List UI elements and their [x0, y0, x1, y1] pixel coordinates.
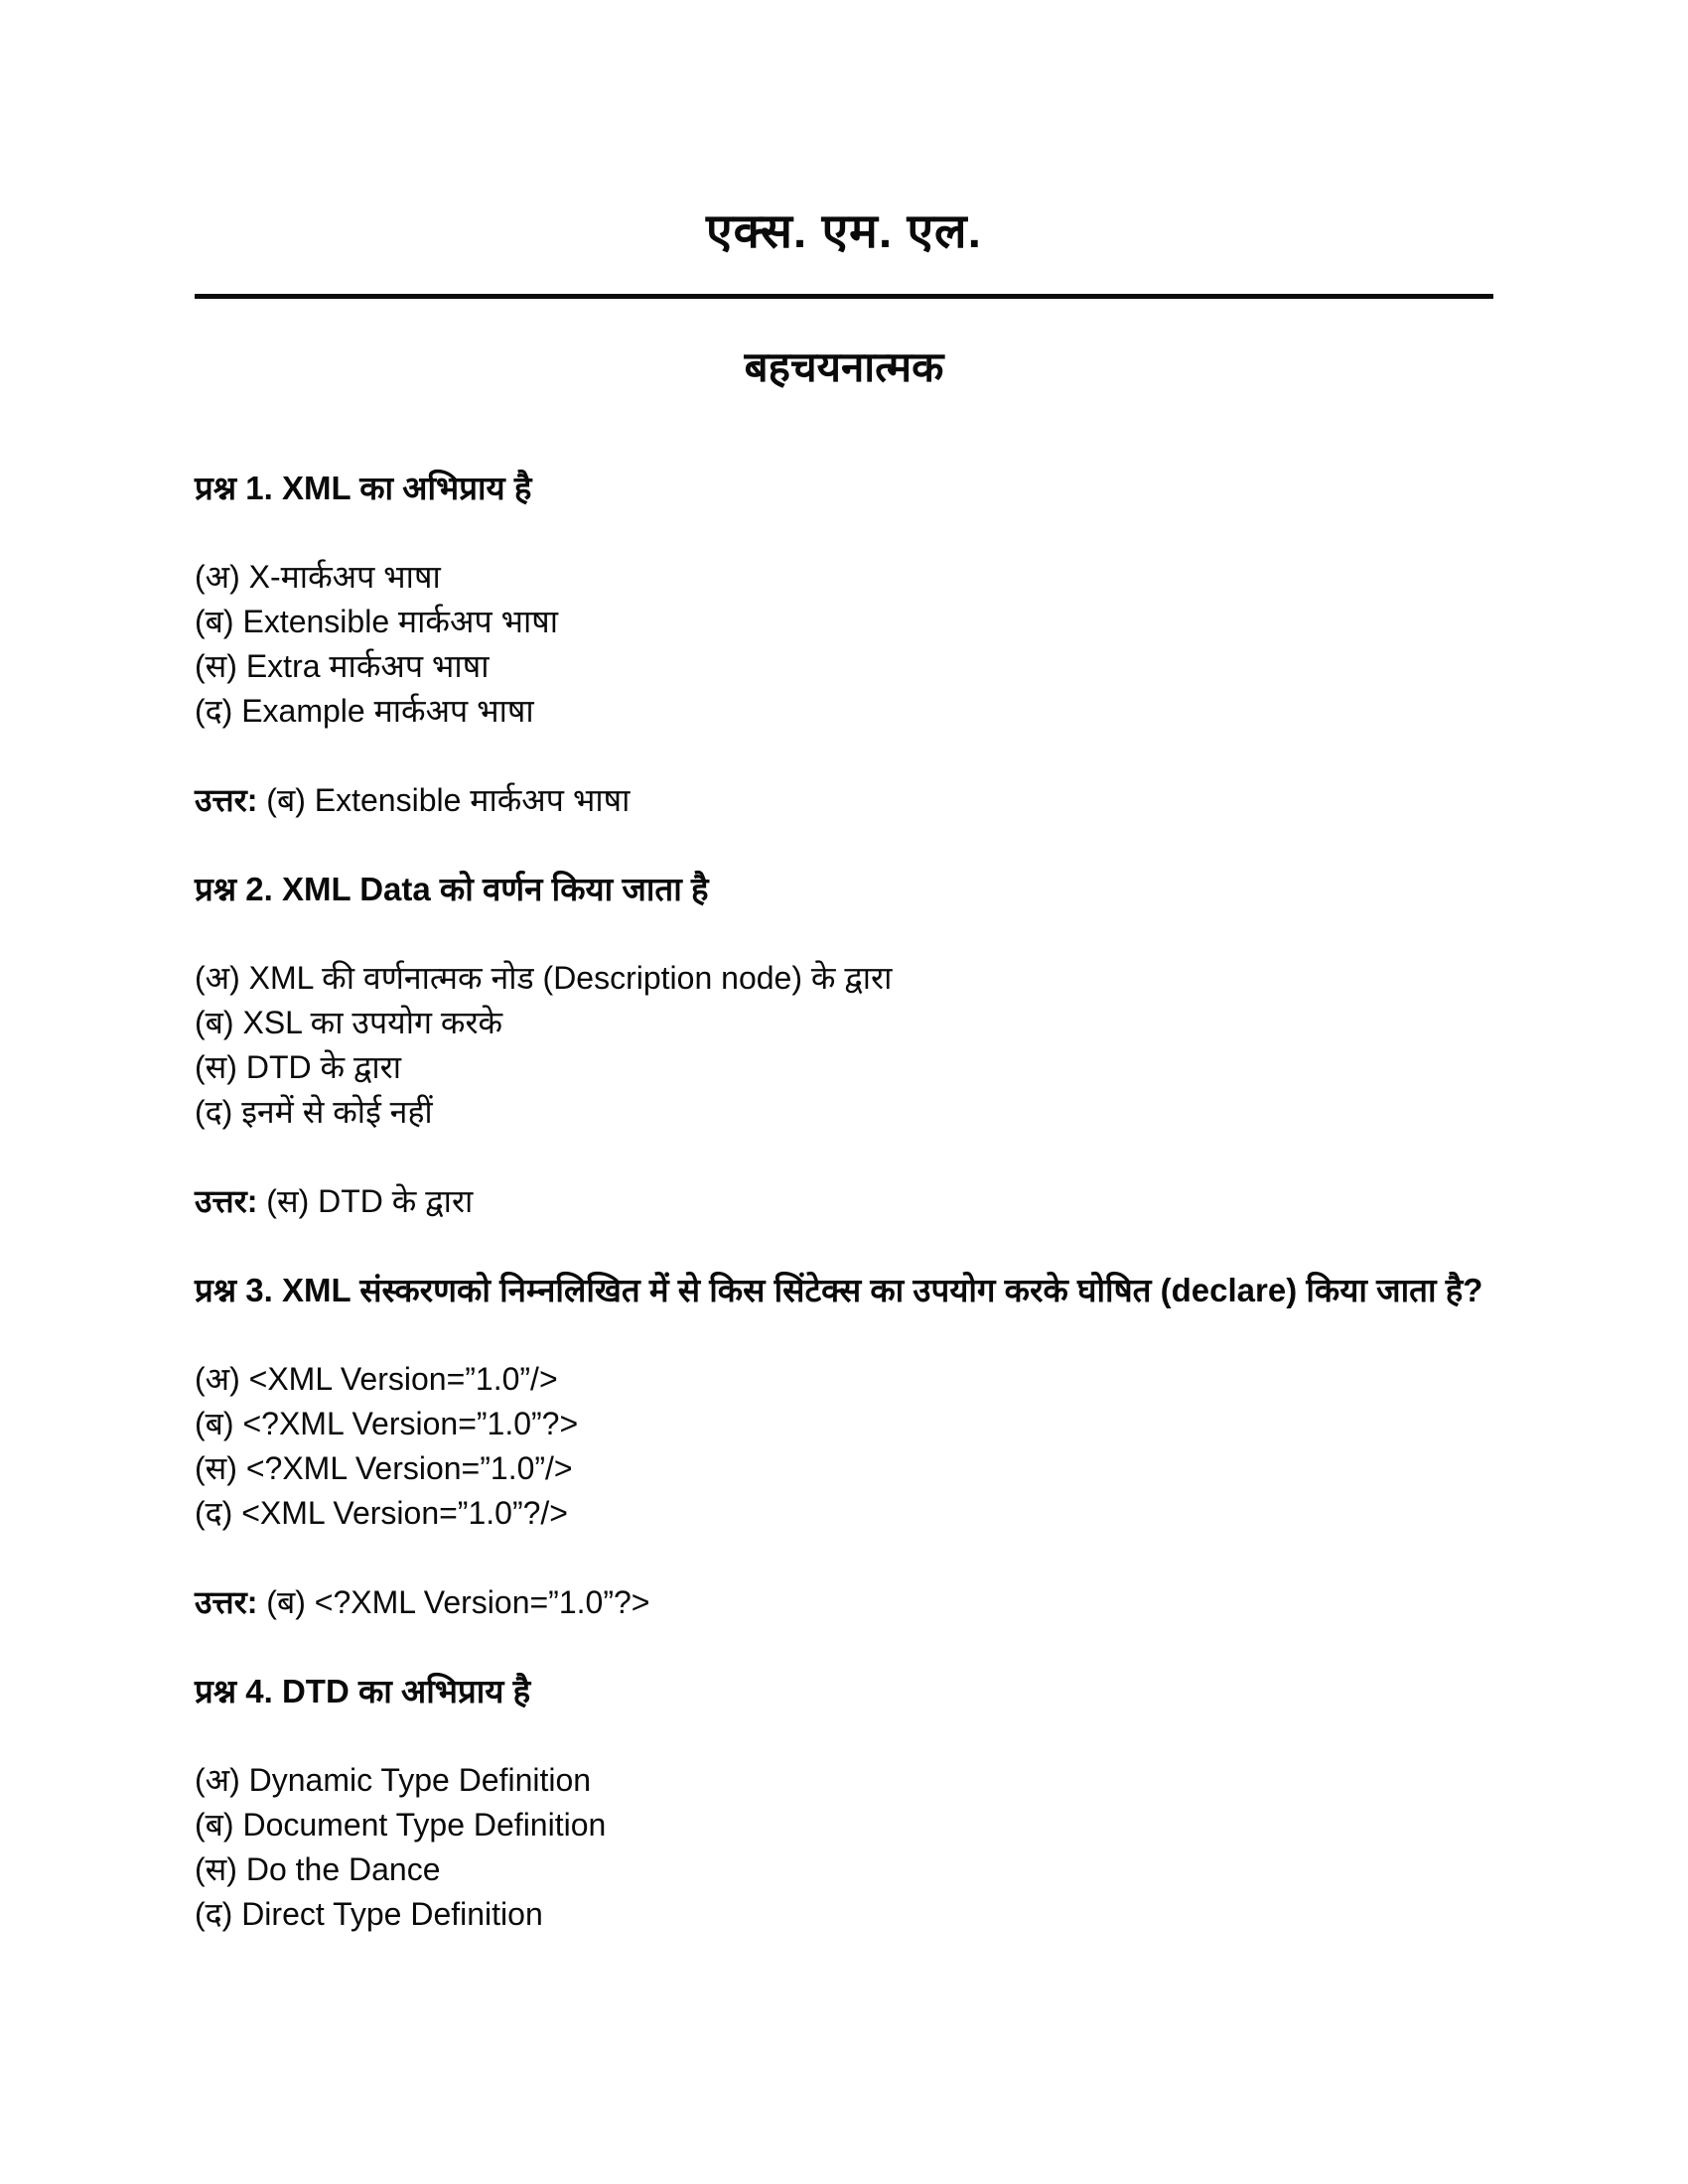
question-3-option-d: (द) <XML Version=”1.0”?/> — [195, 1495, 568, 1531]
question-1-answer-label: उत्तर: — [195, 782, 258, 818]
question-2-option-b: (ब) XSL का उपयोग करके — [195, 1005, 503, 1040]
title-divider — [195, 294, 1493, 299]
question-2-option-c: (स) DTD के द्वारा — [195, 1049, 402, 1085]
section-subtitle: बहचयनात्मक — [744, 343, 944, 390]
question-4-option-b: (ब) Document Type Definition — [195, 1807, 607, 1843]
question-2-heading: प्रश्न 2. XML Data को वर्णन किया जाता है — [195, 871, 709, 907]
question-list — [195, 466, 1493, 1937]
question-block-2 — [195, 867, 1493, 1224]
question-4-heading: प्रश्न 4. DTD का अभिप्राय है — [195, 1673, 531, 1709]
question-2-option-d: (द) इनमें से कोई नहीं — [195, 1094, 433, 1130]
question-2-option-a: (अ) XML की वर्णनात्मक नोड (Description node) के द्वारा — [195, 960, 893, 996]
question-4-option-a: (अ) Dynamic Type Definition — [195, 1762, 592, 1798]
question-1-option-b: (ब) Extensible मार्कअप भाषा — [195, 604, 559, 639]
question-2-answer-text: (स) DTD के द्वारा — [266, 1183, 474, 1219]
question-block-1 — [195, 466, 1493, 823]
question-3-answer-label: उत्तर: — [195, 1584, 258, 1620]
question-3-answer-line — [195, 1579, 1493, 1625]
question-1-option-a: (अ) X-मार्कअप भाषा — [195, 559, 441, 595]
question-2-answer-label: उत्तर: — [195, 1183, 258, 1219]
question-3-option-b: (ब) <?XML Version=”1.0”?> — [195, 1406, 579, 1441]
question-block-3 — [195, 1268, 1493, 1625]
question-1-option-c: (स) Extra मार्कअप भाषा — [195, 648, 490, 684]
question-1-heading: प्रश्न 1. XML का अभिप्राय है — [195, 470, 532, 506]
question-1-answer-text: (ब) Extensible मार्कअप भाषा — [266, 782, 631, 818]
question-1-answer-line — [195, 777, 1493, 823]
question-3-option-c: (स) <?XML Version=”1.0”/> — [195, 1450, 573, 1486]
question-3-answer-text: (ब) <?XML Version=”1.0”?> — [266, 1584, 650, 1620]
question-4-option-c: (स) Do the Dance — [195, 1851, 441, 1887]
question-3-option-a: (अ) <XML Version=”1.0”/> — [195, 1361, 558, 1397]
question-4-option-d: (द) Direct Type Definition — [195, 1896, 543, 1932]
question-1-options — [195, 555, 1493, 734]
question-block-4 — [195, 1669, 1493, 1937]
question-4-options — [195, 1758, 1493, 1937]
question-2-answer-line — [195, 1178, 1493, 1224]
question-3-heading: प्रश्न 3. XML संस्करणको निम्नलिखित में से किस सिंटेक्स का उपयोग करके घोषित (declare) किया जाता है? — [195, 1272, 1483, 1308]
question-3-options — [195, 1357, 1493, 1536]
page-title: एक्स. एम. एल. — [706, 205, 982, 258]
question-1-option-d: (द) Example मार्कअप भाषा — [195, 693, 534, 729]
question-2-options — [195, 956, 1493, 1135]
